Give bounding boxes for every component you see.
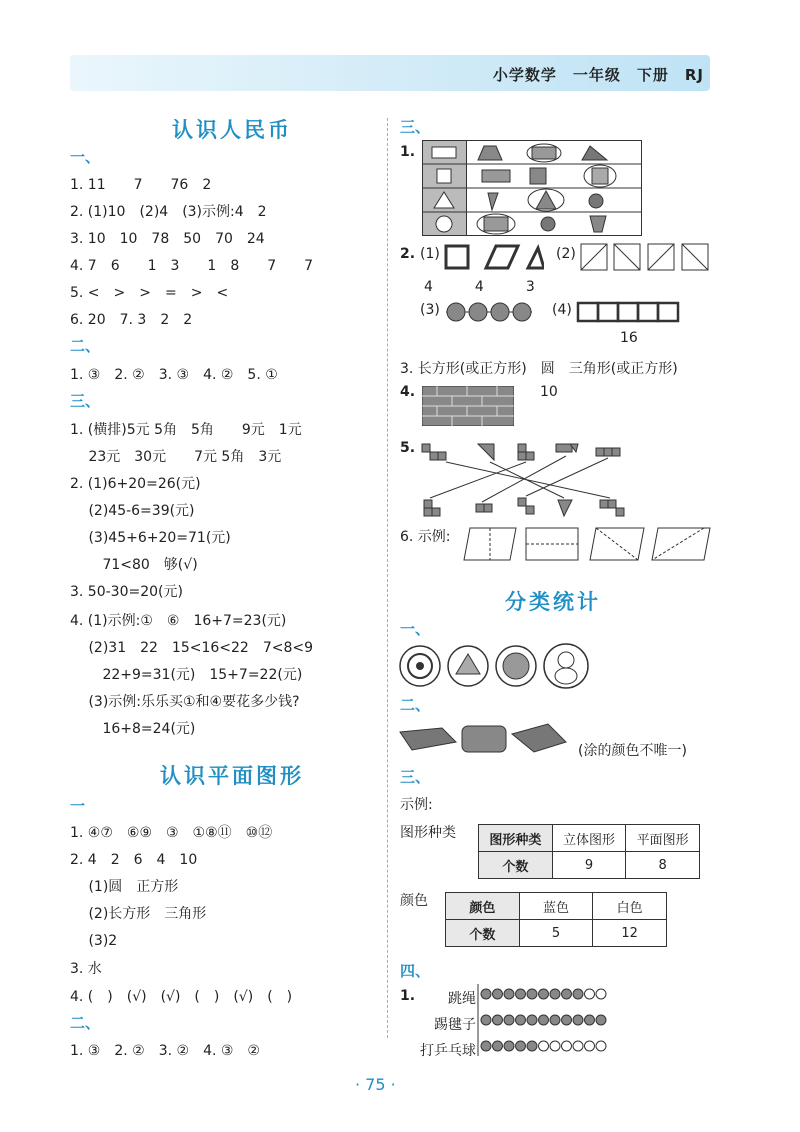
answer-line: 1. ④⑦ ⑥⑨ ③ ①⑧⑪ ⑩⑫ — [70, 825, 273, 841]
tally-circle — [596, 989, 606, 999]
table-header: 颜色 — [446, 893, 520, 920]
answer-line: 1. 11 7 76 2 — [70, 177, 212, 193]
answer-line: 3. 50-30=20(元) — [70, 584, 183, 600]
part-heading: 二、 — [70, 1014, 101, 1032]
part-heading: 一、 — [400, 620, 431, 638]
tally-circle — [527, 989, 537, 999]
tally-circle — [550, 1015, 560, 1025]
answer-line: 23元 30元 7元 5角 3元 — [70, 449, 282, 465]
answer-line: (2)长方形 三角形 — [70, 906, 207, 922]
tally-circle — [504, 1015, 514, 1025]
tally-label: 打乒乓球 — [420, 1043, 476, 1059]
table-cell: 9 — [552, 852, 626, 879]
answer-value: 16 — [620, 330, 638, 346]
answer-line: 4. 7 6 1 3 1 8 7 7 — [70, 258, 314, 274]
sub-label: (3) — [420, 302, 440, 318]
example-label: 示例: — [400, 797, 433, 813]
question-number: 2. — [400, 246, 416, 262]
answer-value: 10 — [540, 384, 558, 400]
circle-chain-figure — [444, 300, 534, 324]
tally-circle — [550, 1041, 560, 1051]
part-heading: 二、 — [400, 696, 431, 714]
answer-line: 2. (1)6+20=26(元) — [70, 476, 201, 492]
answer-line: 6. 20 7. 3 2 2 — [70, 312, 193, 328]
tally-circle — [562, 1015, 572, 1025]
section-title-shapes: 认识平面图形 — [160, 764, 304, 788]
tally-circle — [596, 1015, 606, 1025]
shape-grid-figure — [422, 140, 642, 236]
header-title: 小学数学 一年级 下册 RJ — [492, 66, 704, 84]
tally-circle — [481, 989, 491, 999]
tally-circle — [516, 1015, 526, 1025]
answer-line: 1. ③ 2. ② 3. ② 4. ③ ② — [70, 1043, 260, 1059]
part-heading: 三、 — [400, 118, 431, 136]
answer-line: 71<80 够(√) — [70, 557, 198, 573]
table-header: 平面图形 — [626, 825, 700, 852]
tally-circle — [562, 1041, 572, 1051]
cut-shapes-figure — [458, 524, 714, 564]
color-count-table — [445, 892, 667, 947]
tally-circle — [573, 1015, 583, 1025]
tally-circle — [562, 989, 572, 999]
question-number: 4. — [400, 384, 416, 400]
part-heading: 三、 — [70, 392, 101, 410]
tally-circle — [504, 1041, 514, 1051]
answer-line: (3)示例:乐乐买①和④要花多少钱? — [70, 694, 300, 710]
tally-circle — [585, 1041, 595, 1051]
table-label: 图形种类 — [400, 825, 456, 841]
sub-label: (1) — [420, 246, 440, 262]
tally-circle — [481, 1041, 491, 1051]
tally-circle — [493, 989, 503, 999]
square-chain-figure — [576, 300, 686, 324]
column-divider — [387, 118, 388, 1038]
tally-label: 跳绳 — [448, 991, 476, 1007]
answer-line: 5. < > > = > < — [70, 285, 229, 301]
section-title-classify: 分类统计 — [505, 590, 601, 614]
table-header: 蓝色 — [519, 893, 593, 920]
tally-circle — [516, 1041, 526, 1051]
answer-line: 4. (1)示例:① ⑥ 16+7=23(元) — [70, 613, 287, 629]
answer-line: 4 4 3 — [424, 279, 535, 295]
table-header: 白色 — [593, 893, 667, 920]
answer-line: 4. ( ) (√) (√) ( ) (√) ( ) — [70, 989, 293, 1005]
part-heading: 二、 — [70, 337, 101, 355]
answer-line: 22+9=31(元) 15+7=22(元) — [70, 667, 303, 683]
question-number: 1. — [400, 144, 416, 160]
note-text: (涂的颜色不唯一) — [578, 743, 687, 759]
table-cell: 个数 — [446, 920, 520, 947]
section-title-rmb: 认识人民币 — [172, 118, 292, 142]
table-label: 颜色 — [400, 893, 428, 909]
tally-circles — [476, 984, 616, 1056]
answer-line: (2)31 22 15<16<22 7<8<9 — [70, 640, 313, 656]
part-heading: 一、 — [70, 148, 101, 166]
square-figures — [580, 242, 710, 274]
shape-count-table — [478, 824, 700, 879]
tally-circle — [585, 989, 595, 999]
tally-circle — [504, 989, 514, 999]
sub-label: (4) — [552, 302, 572, 318]
tally-circle — [596, 1041, 606, 1051]
tally-circle — [493, 1015, 503, 1025]
table-header: 图形种类 — [479, 825, 553, 852]
part-heading: 三、 — [400, 768, 431, 786]
answer-line: 1. (横排)5元 5角 5角 9元 1元 — [70, 422, 302, 438]
answer-line: 6. 示例: — [400, 529, 451, 545]
tally-circle — [550, 989, 560, 999]
tally-circle — [481, 1015, 491, 1025]
circled-items-figure — [398, 642, 592, 690]
answer-line: 2. (1)10 (2)4 (3)示例:4 2 — [70, 204, 267, 220]
tally-circle — [527, 1041, 537, 1051]
tally-circle — [539, 1015, 549, 1025]
answer-line: 16+8=24(元) — [70, 721, 196, 737]
part-heading: 四、 — [400, 962, 431, 980]
table-cell: 12 — [593, 920, 667, 947]
tally-circle — [527, 1015, 537, 1025]
question-number: 5. — [400, 440, 416, 456]
tally-label: 踢毽子 — [434, 1017, 476, 1033]
answer-line: (1)圆 正方形 — [70, 879, 179, 895]
tally-circle — [585, 1015, 595, 1025]
answer-line: 3. 长方形(或正方形) 圆 三角形(或正方形) — [400, 361, 678, 377]
answer-line: 3. 10 10 78 50 70 24 — [70, 231, 265, 247]
answer-line: (3)2 — [70, 933, 118, 949]
table-cell: 5 — [519, 920, 593, 947]
table-cell: 8 — [626, 852, 700, 879]
page-number: · 75 · — [355, 1075, 396, 1094]
question-number: 1. — [400, 988, 416, 1004]
sub-label: (2) — [556, 246, 576, 262]
tally-circle — [516, 989, 526, 999]
answer-line: (2)45-6=39(元) — [70, 503, 195, 519]
table-cell: 个数 — [479, 852, 553, 879]
answer-line: 2. 4 2 6 4 10 — [70, 852, 198, 868]
shape-row-figure — [444, 242, 544, 272]
tally-circle — [573, 989, 583, 999]
answer-line: 3. 水 — [70, 961, 102, 977]
tally-circle — [539, 1041, 549, 1051]
part-heading: 一 — [70, 797, 86, 815]
tally-circle — [539, 989, 549, 999]
matching-figure — [420, 440, 630, 520]
table-header: 立体图形 — [552, 825, 626, 852]
answer-line: (3)45+6+20=71(元) — [70, 530, 231, 546]
brick-wall-figure — [422, 386, 514, 426]
colored-items-figure — [398, 718, 578, 762]
answer-line: 1. ③ 2. ② 3. ③ 4. ② 5. ① — [70, 367, 278, 383]
tally-circle — [573, 1041, 583, 1051]
tally-circle — [493, 1041, 503, 1051]
